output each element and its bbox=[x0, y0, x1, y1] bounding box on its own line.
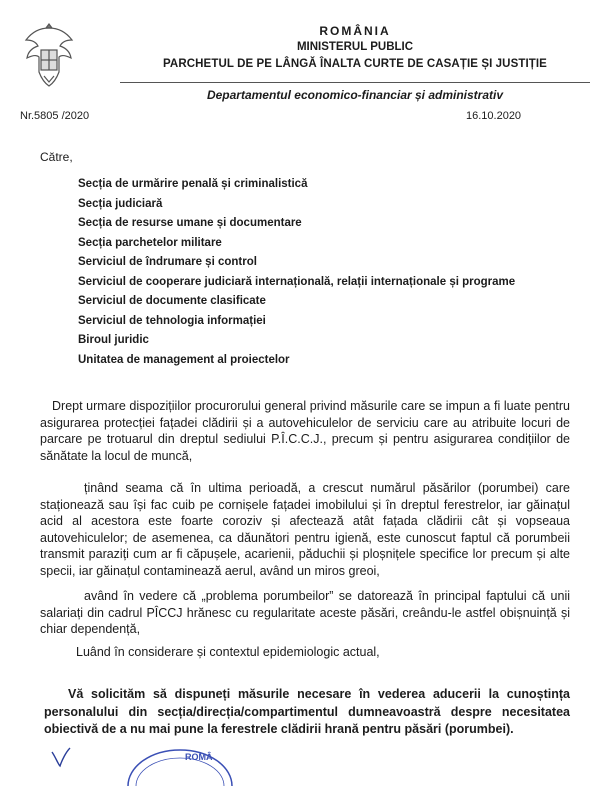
salutation: Către, bbox=[40, 150, 73, 164]
recipient-item: Secția parchetelor militare bbox=[78, 236, 222, 249]
recipient-item: Unitatea de management al proiectelor bbox=[78, 353, 290, 366]
recipient-item: Secția de resurse umane și documentare bbox=[78, 217, 302, 229]
header-ministry: MINISTERUL PUBLIC bbox=[296, 41, 414, 53]
body-paragraph: ținând seama că în ultima perioadă, a crescut numărul păsărilor (porumbei) care staționează sau își fac cuib pe cornișele fațadei imobilului și în dreptul ferestrelor, iar găinațul acid al acestora este foarte coroziv și afectează atât fațada clădirii cât și vopseaua autovehiculelor; de asemenea, ca dăunători pentru igienă, este cunoscut faptul că porumbeii transmit paraziți cum ar fi căpușele, acarienii, păduchii și ploșnițele specifice lor precum și alte specii, iar găinațul contaminează aerul, având un miros greoi, bbox=[40, 481, 570, 578]
header-divider bbox=[120, 82, 590, 83]
recipient-item: Biroul juridic bbox=[78, 334, 149, 346]
recipient-item: Secția judiciară bbox=[78, 197, 163, 210]
registration-number: Nr.5805 /2020 bbox=[20, 110, 90, 122]
request-paragraph: Vă solicităm să dispuneți măsurile necesare în vederea aducerii la cunoștința personalului din secția/direcția/compartimentul dumneavoastră despre necesitatea obiectivă de a nu mai pune la ferestrele clădirii hrană pentru păsări (porumbei). bbox=[44, 687, 570, 736]
header-department: Departamentul economico-financiar și administrativ bbox=[206, 88, 504, 102]
recipient-item: Serviciul de îndrumare și control bbox=[78, 256, 257, 268]
stamp-text: ROMÂ bbox=[185, 752, 213, 762]
official-stamp bbox=[125, 746, 235, 786]
body-paragraph: având în vedere că „problema porumbeilor” se datorează în principal faptului că unii salariați din cadrul PÎCCJ hrănesc cu regularitate aceste păsări, creându-le astfel obișnuință și chiar dependență, bbox=[40, 589, 570, 637]
recipient-list bbox=[78, 178, 515, 373]
document-date: 16.10.2020 bbox=[466, 110, 522, 122]
recipient-item: Serviciul de tehnologia informației bbox=[78, 314, 266, 327]
signature-icon bbox=[48, 744, 88, 768]
coat-of-arms-icon bbox=[22, 20, 76, 90]
header-office: PARCHETUL DE PE LÂNGĂ ÎNALTA CURTE DE CASAȚIE ȘI JUSTIȚIE bbox=[163, 58, 547, 70]
recipient-item: Secția de urmărire penală și criminalistică bbox=[78, 178, 308, 190]
recipient-item: Serviciul de documente clasificate bbox=[78, 295, 266, 307]
recipient-item: Serviciul de cooperare judiciară internațională, relații internaționale și programe bbox=[78, 275, 516, 288]
body-paragraph: Luând în considerare și contextul epidemiologic actual, bbox=[76, 645, 380, 659]
body-paragraph: Drept urmare dispozițiilor procurorului general privind măsurile care se impun a fi luate pentru asigurarea protecției fațadei clădirii și a autovehiculelor de serviciu care au atribuite locuri de parcare pe trotuarul din dreptul sediului P.Î.C.C.J., precum și pentru asigurarea condițiilor de sănătate la locul de muncă, bbox=[40, 399, 570, 463]
header-country: ROMÂNIA bbox=[319, 24, 391, 38]
